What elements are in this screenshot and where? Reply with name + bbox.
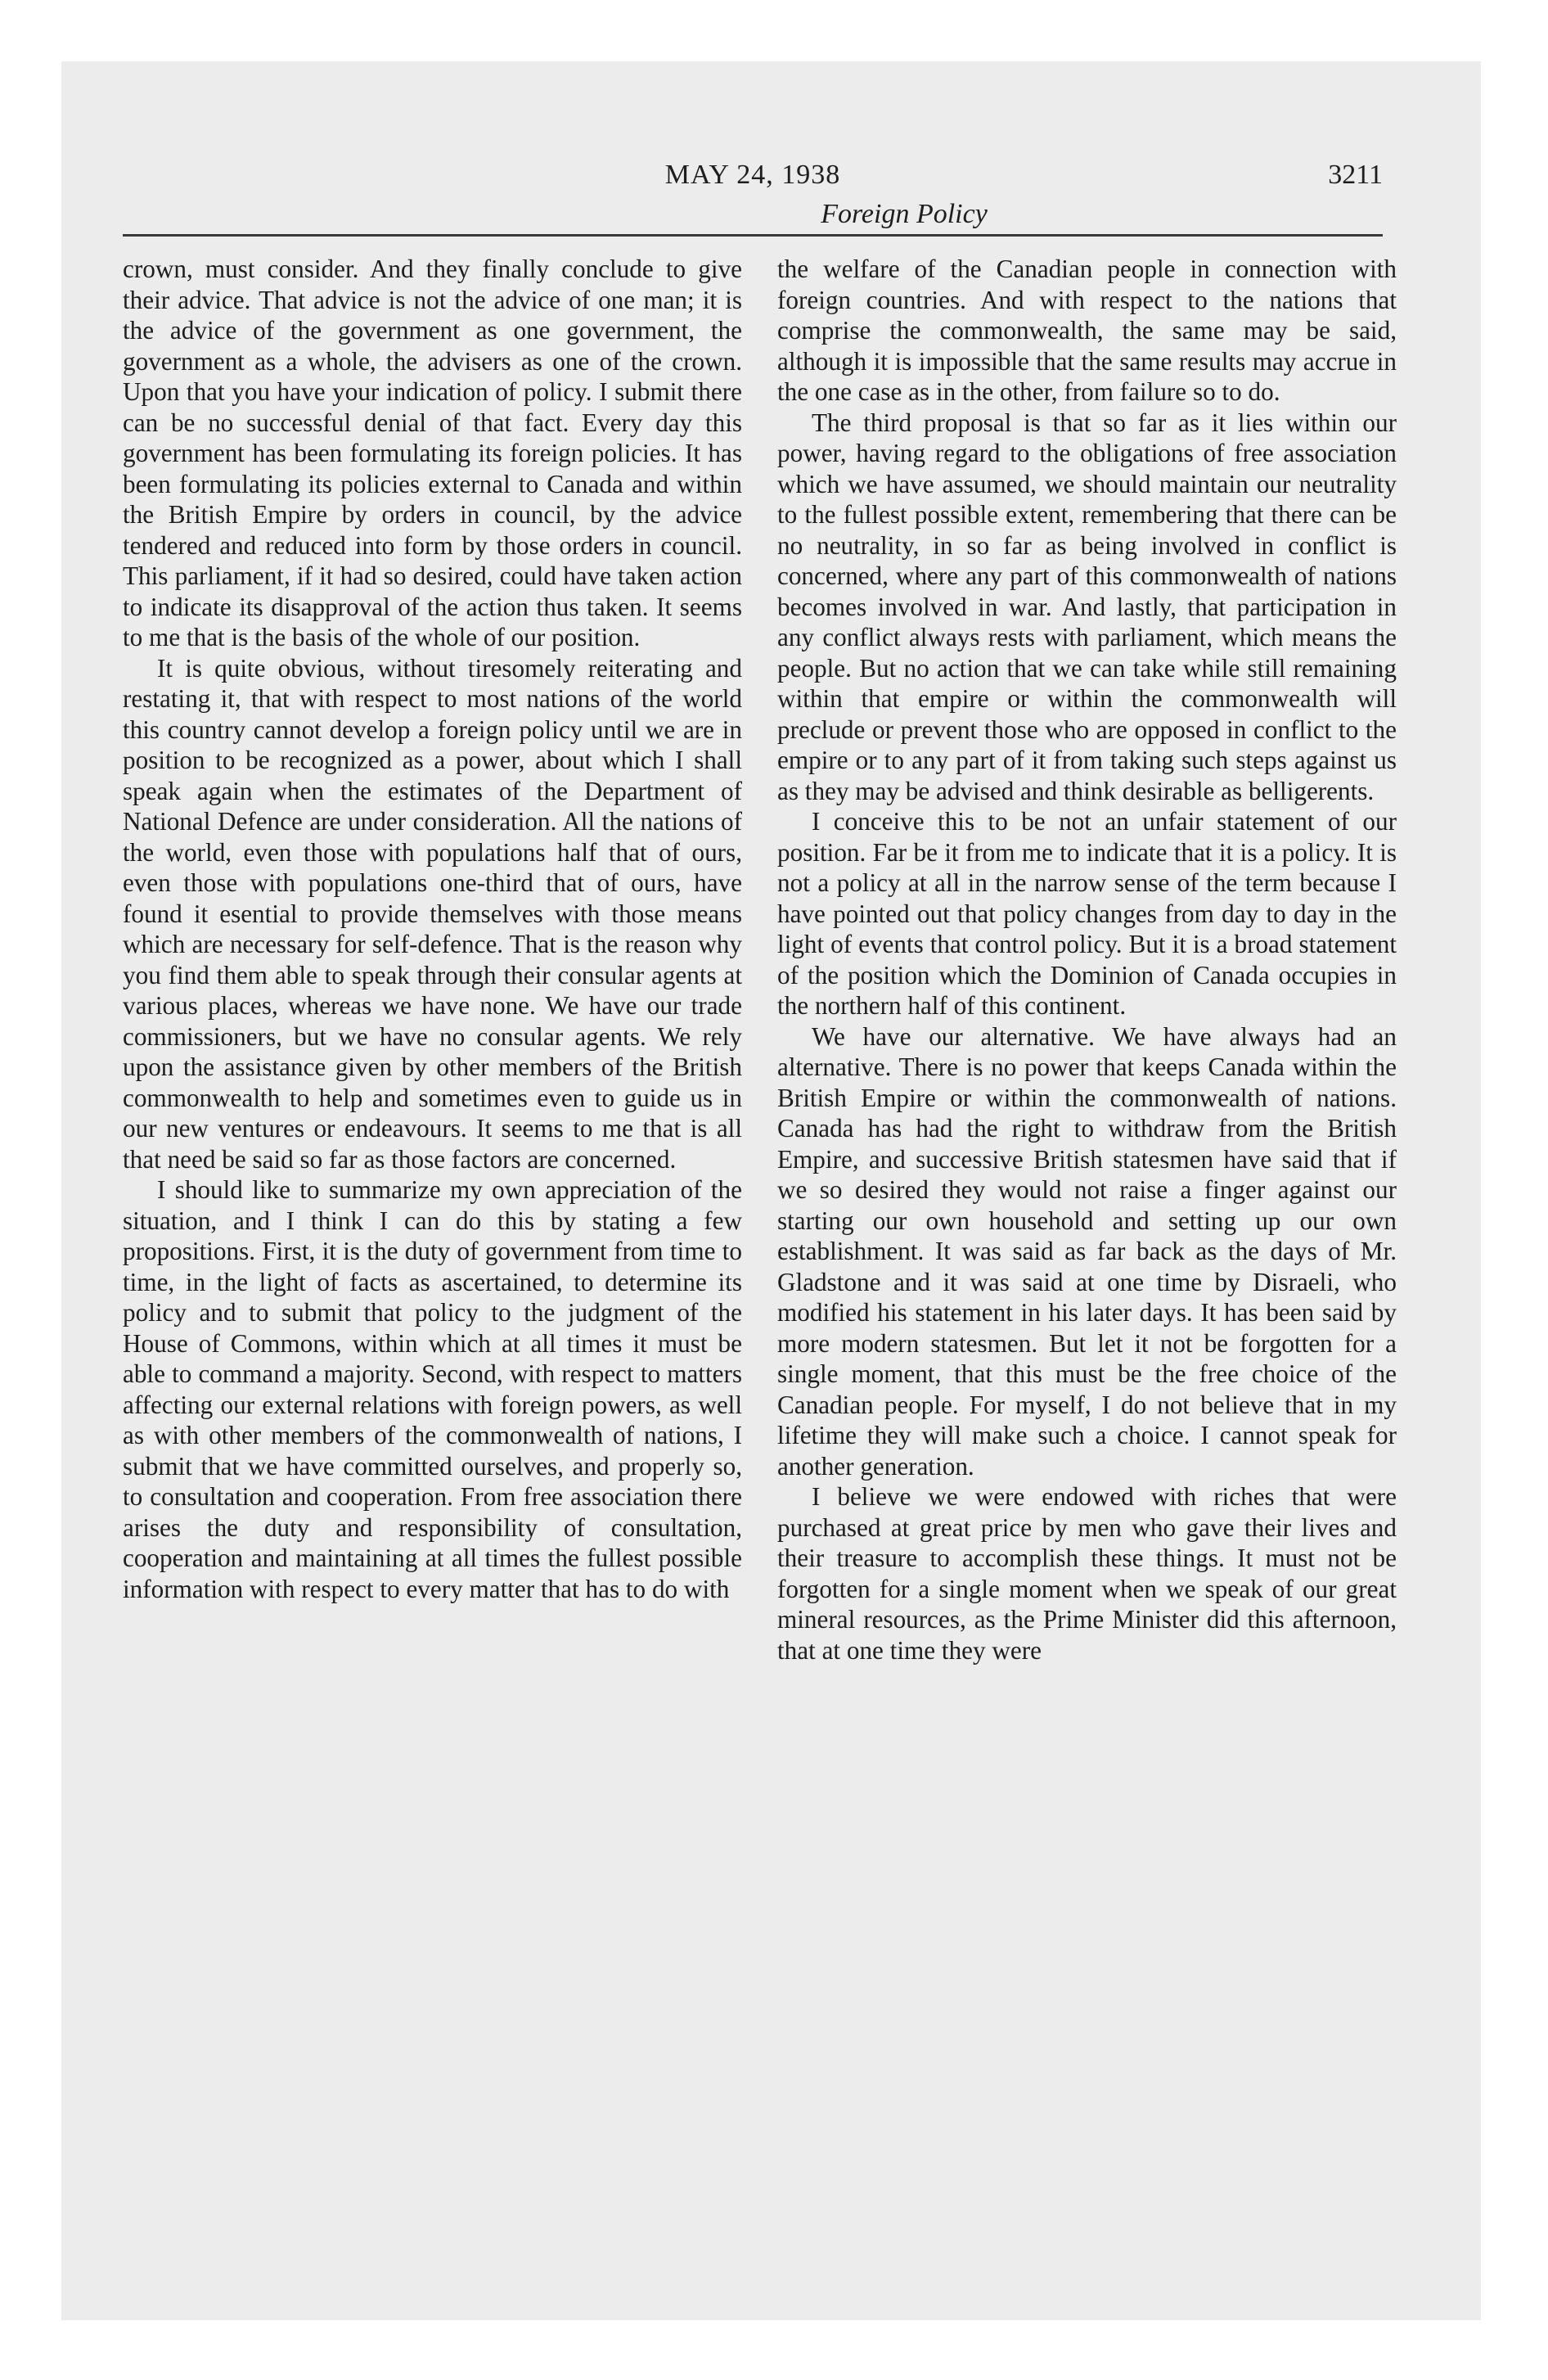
left-column — [123, 254, 742, 1604]
paragraph: I conceive this to be not an unfair statement of our position. Far be it from me to indicate that it is a policy. It is not a policy at all in the narrow sense of the term because I have pointed out that policy changes from day to day in the light of events that control policy. But it is a broad statement of the position which the Dominion of Canada occupies in the northern half of this continent. — [777, 807, 1397, 1020]
paragraph: We have our alternative. We have always had an alternative. There is no power that keeps Canada within the British Empire or within the commonwealth of nations. Canada has had the right to withdraw from the British Empire, and successive British statesmen have said that if we so desired they would not raise a finger against our starting our own household and setting up our own establishment. It was said as far back as the days of Mr. Gladstone and it was said at one time by Disraeli, who modified his statement in his later days. It has been said by more modern statesmen. But let it not be forgotten for a single moment, that this must be the free choice of the Canadian people. For myself, I do not believe that in my lifetime they will make such a choice. I cannot speak for another generation. — [777, 1021, 1397, 1481]
paragraph: the welfare of the Canadian people in connection with foreign countries. And with respect to the nations that comprise the commonwealth, the same may be said, although it is impossible that the same results may accrue in the one case as in the other, from failure so to do. — [777, 255, 1397, 406]
paragraph: I should like to summarize my own appreciation of the situation, and I think I can do this by stating a few propositions. First, it is the duty of government from time to time, in the light of facts as ascertained, to determine its policy and to submit that policy to the judgment of the House of Commons, within which at all times it must be able to command a majority. Second, with respect to matters affecting our external relations with foreign powers, as well as with other members of the commonwealth of nations, I submit that we have committed ourselves, and properly so, to consultation and cooperation. From free association there arises the duty and responsibility of consultation, cooperation and maintaining at all times the fullest possible information with respect to every matter that has to do with — [123, 1175, 742, 1603]
page-number: 3211 — [1328, 160, 1383, 190]
header-date: MAY 24, 1938 — [664, 160, 841, 190]
paragraph: The third proposal is that so far as it lies within our power, having regard to the obligations of free association which we have assumed, we should maintain our neutrality to the fullest possible extent, remembering that there can be no neutrality, in so far as being involved in conflict is concerned, where any part of this commonwealth of nations becomes involved in war. And lastly, that participation in any conflict always rests with parliament, which means the people. But no action that we can take while still remaining within that empire or within the commonwealth will preclude or prevent those who are opposed in conflict to the empire or to any part of it from taking such steps against us as they may be advised and think desirable as belligerents. — [777, 408, 1397, 805]
paragraph: It is quite obvious, without tiresomely reiterating and restating it, that with respect to most nations of the world this country cannot develop a foreign policy until we are in position to be recognized as a power, about which I shall speak again when the estimates of the Department of National Defence are under consideration. All the nations of the world, even those with populations half that of ours, even those with populations one-third that of ours, have found it esential to provide themselves with those means which are necessary for self-defence. That is the reason why you find them able to speak through their consular agents at various places, whereas we have none. We have our trade commissioners, but we have no consular agents. We rely upon the assistance given by other members of the British commonwealth to help and sometimes even to guide us in our new ventures or endeavours. It seems to me that is all that need be said so far as those factors are concerned. — [123, 653, 742, 1174]
paragraph: I believe we were endowed with riches that were purchased at great price by men who gave their lives and their treasure to accomplish these things. It must not be forgotten for a single moment when we speak of our great mineral resources, as the Prime Minister did this afternoon, that at one time they were — [777, 1482, 1397, 1665]
header-rule — [123, 234, 1383, 237]
paragraph: crown, must consider. And they finally conclude to give their advice. That advice is not the advice of one man; it is the advice of the government as one government, the government as a whole, the advisers as one of the crown. Upon that you have your indication of policy. I submit there can be no successful denial of that fact. Every day this government has been formulating its foreign policies. It has been formulating its policies external to Canada and within the British Empire by orders in council, by the advice tendered and reduced into form by those orders in council. This parliament, if it had so desired, could have taken action to indicate its disapproval of the action thus taken. It seems to me that is the basis of the whole of our position. — [123, 255, 742, 651]
section-title: Foreign Policy — [821, 199, 988, 229]
right-column — [777, 254, 1397, 1666]
